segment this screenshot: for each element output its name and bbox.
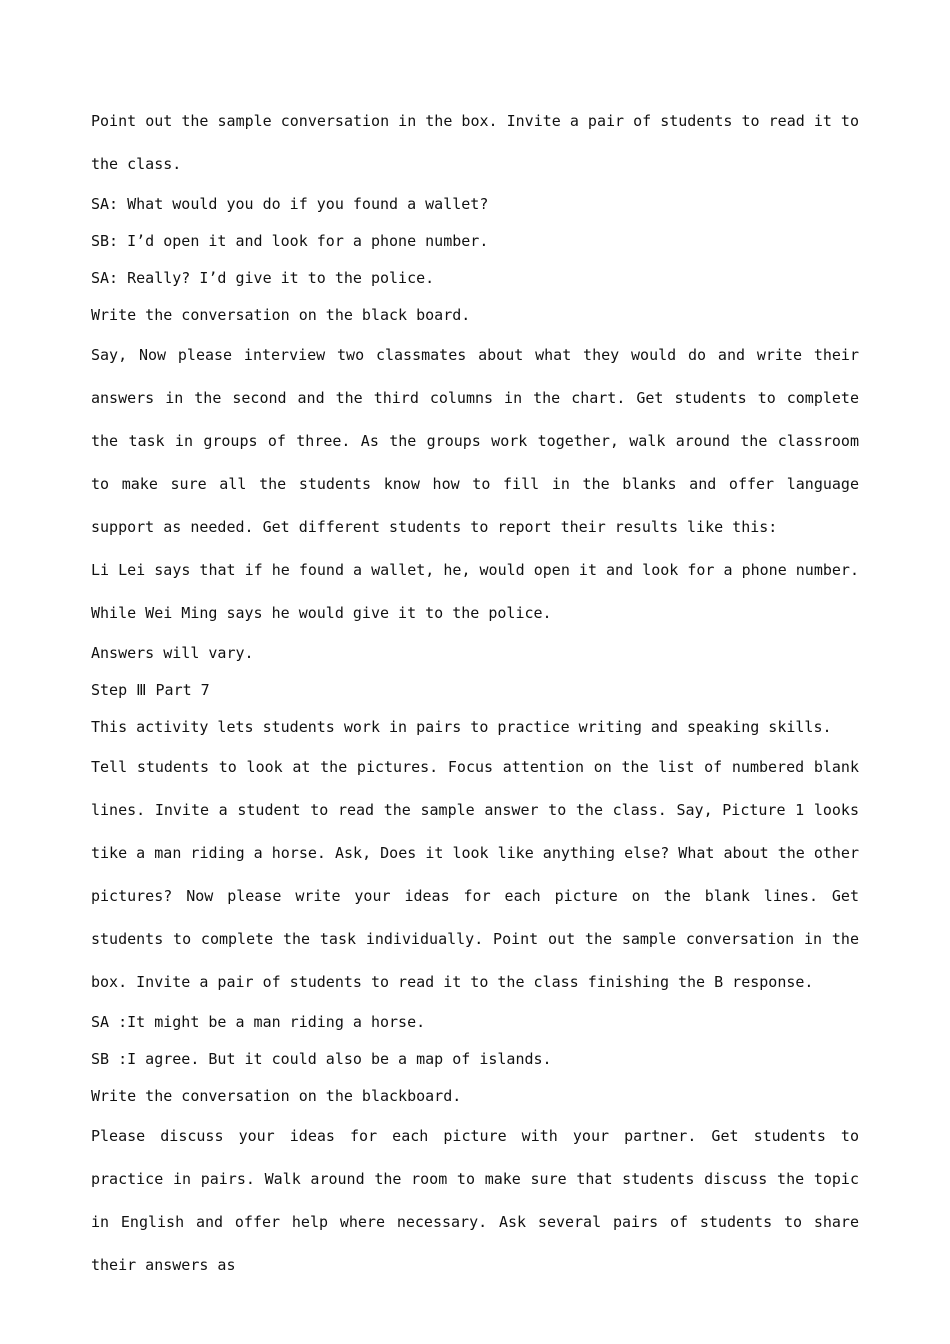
paragraph-write-conversation: Write the conversation on the black board. [91,306,471,324]
dialogue-line-sa-police: SA: Really? I’d give it to the police. [91,269,435,287]
dialogue-line-sa-wallet: SA: What would you do if you found a wallet? [91,195,489,213]
step-heading: Step Ⅲ Part 7 [91,681,210,699]
paragraph-instruction-sample-conversation: Point out the sample conversation in the box. Invite a pair of students to read it to the class. [91,112,859,173]
paragraph-pictures-instruction: Tell students to look at the pictures. Focus attention on the list of numbered blank lines. Invite a student to read the sample answer to the class. Say, Picture 1 looks tike a man riding a horse. Ask, Does it look like anything else? What about the other pictures? Now please write your ideas for each picture on the blank lines. Get students to complete the task individually. Point out the sample conversation in the box. Invite a pair of students to read it to the class finishing the B response. [91,758,859,991]
dialogue-line-sb-phone: SB: I’d open it and look for a phone number. [91,232,489,250]
paragraph-activity-description: This activity lets students work in pairs to practice writing and speaking skills. [91,718,832,736]
paragraph-discuss-ideas: Please discuss your ideas for each picture with your partner. Get students to practice in pairs. Walk around the room to make sure that students discuss the topic in English and offer help where necessary. Ask several pairs of students to share their answers as [91,1127,859,1274]
paragraph-write-blackboard: Write the conversation on the blackboard. [91,1087,462,1105]
paragraph-answers-vary: Answers will vary. [91,644,254,662]
paragraph-interview-classmates: Say, Now please interview two classmates about what they would do and write their answers in the second and the third columns in the chart. Get students to complete the task in groups of three. As the groups work together, walk around the classroom to make sure all the students know how to fill in the blanks and offer language support as needed. Get different students to report their results like this: [91,346,859,536]
dialogue-line-sb-islands: SB :I agree. But it could also be a map of islands. [91,1050,552,1068]
document-body [91,100,859,1287]
paragraph-report-example: Li Lei says that if he found a wallet, he, would open it and look for a phone number. While Wei Ming says he would give it to the police. [91,561,859,622]
dialogue-line-sa-horse: SA :It might be a man riding a horse. [91,1013,426,1031]
